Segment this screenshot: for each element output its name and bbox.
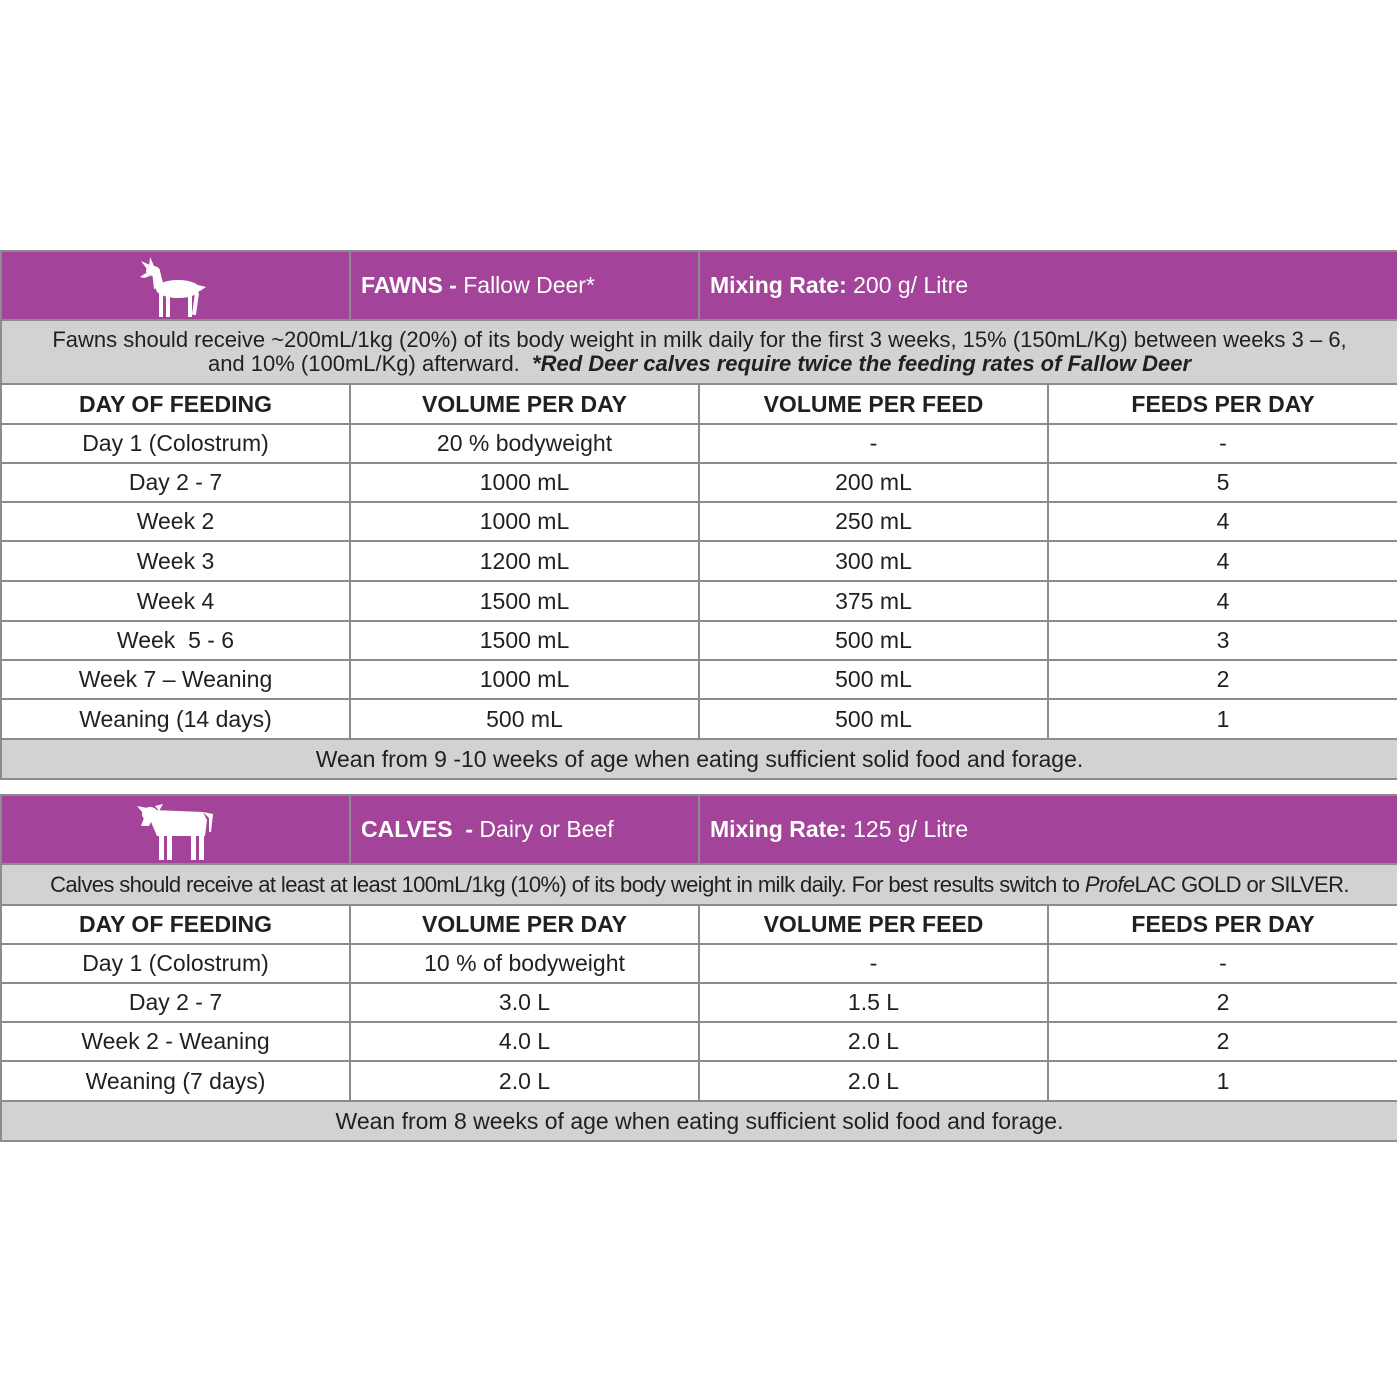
table-row <box>1 424 1397 463</box>
cell: 2 <box>1048 1022 1397 1061</box>
calves-col-volume-day: VOLUME PER DAY <box>350 905 699 944</box>
table-row <box>1 983 1397 1022</box>
cell: Week 5 - 6 <box>1 621 350 660</box>
cell: 500 mL <box>350 699 699 739</box>
cell: 300 mL <box>699 541 1048 581</box>
calves-icon-cell <box>1 795 350 864</box>
calves-mixing-value: 125 g/ Litre <box>853 816 969 842</box>
cell: 2 <box>1048 660 1397 699</box>
cell: 4.0 L <box>350 1022 699 1061</box>
fawns-col-feeds: FEEDS PER DAY <box>1048 384 1397 424</box>
fawns-title <box>350 251 699 320</box>
calves-title-rest: Dairy or Beef <box>479 816 614 842</box>
calves-note-end: LAC GOLD or SILVER. <box>1134 871 1349 897</box>
cell: 3.0 L <box>350 983 699 1022</box>
fawns-header-row <box>1 251 1397 320</box>
table-row <box>1 463 1397 502</box>
cell: 4 <box>1048 581 1397 621</box>
cell: 5 <box>1048 463 1397 502</box>
cell: - <box>699 944 1048 983</box>
cell: Week 3 <box>1 541 350 581</box>
fawns-footer: Wean from 9 -10 weeks of age when eating sufficient solid food and forage. <box>1 739 1397 779</box>
table-row <box>1 699 1397 739</box>
cell: 500 mL <box>699 699 1048 739</box>
calves-col-volume-feed: VOLUME PER FEED <box>699 905 1048 944</box>
cell: 2.0 L <box>699 1022 1048 1061</box>
cell: 2.0 L <box>350 1061 699 1101</box>
calves-footer-row <box>1 1101 1397 1141</box>
cell: 250 mL <box>699 502 1048 541</box>
cell: 1500 mL <box>350 621 699 660</box>
cell: 2.0 L <box>699 1061 1048 1101</box>
cell: 1200 mL <box>350 541 699 581</box>
cell: 1 <box>1048 699 1397 739</box>
cell: 2 <box>1048 983 1397 1022</box>
cell: Weaning (14 days) <box>1 699 350 739</box>
table-row <box>1 1061 1397 1101</box>
fawns-note-emphasis: *Red Deer calves require twice the feeding rates of Fallow Deer <box>532 351 1192 376</box>
cell: 200 mL <box>699 463 1048 502</box>
fawns-note <box>1 320 1397 384</box>
calves-note <box>1 864 1397 905</box>
fawns-col-volume-day: VOLUME PER DAY <box>350 384 699 424</box>
fawns-title-rest: Fallow Deer* <box>463 272 595 298</box>
cell: Week 2 - Weaning <box>1 1022 350 1061</box>
table-row <box>1 660 1397 699</box>
table-row <box>1 541 1397 581</box>
cell: 500 mL <box>699 660 1048 699</box>
calves-footer: Wean from 8 weeks of age when eating sufficient solid food and forage. <box>1 1101 1397 1141</box>
calves-note-row <box>1 864 1397 905</box>
fawns-feeding-table <box>0 250 1397 780</box>
calf-icon <box>135 798 217 862</box>
fawns-mixing-rate <box>699 251 1397 320</box>
fawns-note-row <box>1 320 1397 384</box>
cell: 500 mL <box>699 621 1048 660</box>
deer-fawn-icon <box>136 253 216 319</box>
cell: 375 mL <box>699 581 1048 621</box>
cell: 1000 mL <box>350 660 699 699</box>
calves-col-day: DAY OF FEEDING <box>1 905 350 944</box>
fawns-col-day: DAY OF FEEDING <box>1 384 350 424</box>
cell: 20 % bodyweight <box>350 424 699 463</box>
cell: - <box>1048 424 1397 463</box>
cell: 1500 mL <box>350 581 699 621</box>
table-row <box>1 502 1397 541</box>
fawns-title-bold: FAWNS - <box>361 272 457 298</box>
calves-note-brand: Profe <box>1084 871 1135 897</box>
fawns-mixing-label: Mixing Rate: <box>710 272 847 298</box>
cell: 1 <box>1048 1061 1397 1101</box>
calves-feeding-table <box>0 794 1397 1142</box>
cell: 4 <box>1048 502 1397 541</box>
cell: Day 1 (Colostrum) <box>1 944 350 983</box>
calves-header-row <box>1 795 1397 864</box>
cell: Week 4 <box>1 581 350 621</box>
table-row <box>1 581 1397 621</box>
cell: 4 <box>1048 541 1397 581</box>
cell: - <box>699 424 1048 463</box>
table-row <box>1 1022 1397 1061</box>
fawns-mixing-value: 200 g/ Litre <box>853 272 969 298</box>
table-row <box>1 944 1397 983</box>
cell: 1000 mL <box>350 502 699 541</box>
cell: Day 2 - 7 <box>1 983 350 1022</box>
calves-title-bold: CALVES - <box>361 816 474 842</box>
calves-mixing-label: Mixing Rate: <box>710 816 847 842</box>
cell: 10 % of bodyweight <box>350 944 699 983</box>
cell: Week 7 – Weaning <box>1 660 350 699</box>
cell: Week 2 <box>1 502 350 541</box>
table-row <box>1 621 1397 660</box>
calves-column-headers <box>1 905 1397 944</box>
cell: Day 1 (Colostrum) <box>1 424 350 463</box>
cell: Weaning (7 days) <box>1 1061 350 1101</box>
fawns-footer-row <box>1 739 1397 779</box>
calves-col-feeds: FEEDS PER DAY <box>1048 905 1397 944</box>
fawns-note-text: Fawns should receive ~200mL/1kg (20%) of its body weight in milk daily for the first 3 weeks, 15% (150mL/Kg) between weeks 3 – 6, and 10% (100mL/Kg) afterward. <box>52 327 1347 376</box>
calves-mixing-rate <box>699 795 1397 864</box>
fawns-icon-cell <box>1 251 350 320</box>
fawns-col-volume-feed: VOLUME PER FEED <box>699 384 1048 424</box>
cell: 3 <box>1048 621 1397 660</box>
cell: 1.5 L <box>699 983 1048 1022</box>
fawns-column-headers <box>1 384 1397 424</box>
cell: - <box>1048 944 1397 983</box>
calves-note-text: Calves should receive at least at least 100mL/1kg (10%) of its body weight in milk daily. For best results switch to <box>50 871 1080 897</box>
calves-title <box>350 795 699 864</box>
cell: Day 2 - 7 <box>1 463 350 502</box>
cell: 1000 mL <box>350 463 699 502</box>
